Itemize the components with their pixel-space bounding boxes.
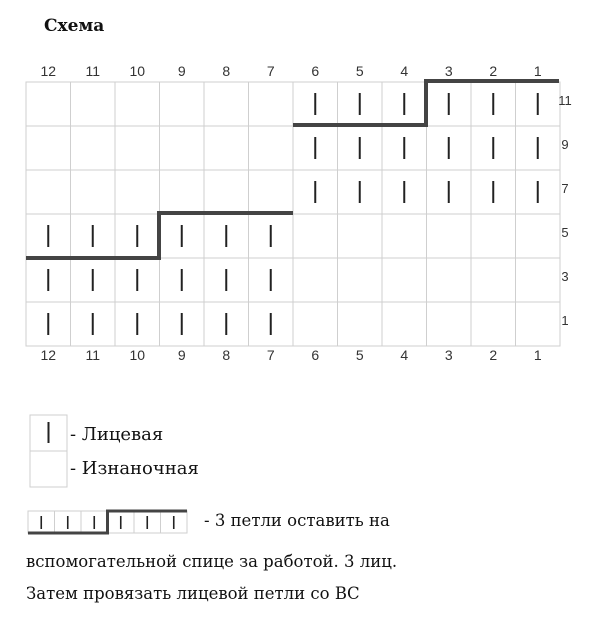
legend-cable-line2: вспомогательной спице за работой. 3 лиц. <box>26 552 398 571</box>
column-label-bottom: 4 <box>400 347 409 363</box>
grid-cell <box>382 258 427 302</box>
grid-cell <box>115 82 160 126</box>
grid-cell <box>26 126 71 170</box>
grid-cell <box>204 126 249 170</box>
row-label: 7 <box>561 181 569 196</box>
grid-cell <box>338 258 383 302</box>
grid-cell <box>382 214 427 258</box>
column-label-top: 1 <box>533 63 542 79</box>
grid-cell <box>338 302 383 346</box>
grid-cell <box>160 126 205 170</box>
grid-cell <box>115 170 160 214</box>
grid-cell <box>71 170 116 214</box>
column-label-bottom: 7 <box>266 347 275 363</box>
grid-cell <box>382 302 427 346</box>
column-label-top: 7 <box>266 63 275 79</box>
column-label-bottom: 11 <box>85 347 101 363</box>
chart-title: Схема <box>44 16 105 36</box>
grid-cell <box>516 302 561 346</box>
grid-cell <box>293 214 338 258</box>
column-label-top: 8 <box>222 63 231 79</box>
row-label: 9 <box>561 137 569 152</box>
legend-knit-label: - Лицевая <box>70 424 164 445</box>
column-label-top: 9 <box>177 63 186 79</box>
grid-cell <box>160 170 205 214</box>
column-label-bottom: 9 <box>177 347 186 363</box>
column-label-bottom: 6 <box>311 347 320 363</box>
column-label-bottom: 10 <box>129 347 146 363</box>
grid-cell <box>71 126 116 170</box>
grid-cell <box>427 302 472 346</box>
grid-cell <box>471 214 516 258</box>
legend-cable-line1: - 3 петли оставить на <box>204 511 390 530</box>
column-label-top: 11 <box>85 63 101 79</box>
grid-cell <box>516 258 561 302</box>
column-label-bottom: 8 <box>222 347 231 363</box>
row-label: 11 <box>558 93 572 108</box>
grid-cell <box>516 214 561 258</box>
legend-cable-line3: Затем провязать лицевой петли со ВС <box>26 584 360 603</box>
grid-cell <box>115 126 160 170</box>
column-label-bottom: 2 <box>489 347 498 363</box>
grid-cell <box>471 302 516 346</box>
column-label-top: 4 <box>400 63 409 79</box>
row-label: 5 <box>561 225 569 240</box>
column-label-top: 5 <box>355 63 364 79</box>
column-label-top: 2 <box>489 63 498 79</box>
column-label-bottom: 3 <box>444 347 453 363</box>
grid-cell <box>160 82 205 126</box>
legend-purl-label: - Изнаночная <box>70 458 199 479</box>
column-label-bottom: 1 <box>533 347 542 363</box>
grid-cell <box>427 214 472 258</box>
grid-cell <box>293 302 338 346</box>
column-label-top: 12 <box>40 63 57 79</box>
grid-cell <box>204 82 249 126</box>
column-label-top: 10 <box>129 63 146 79</box>
grid-cell <box>71 82 116 126</box>
grid-cell <box>427 258 472 302</box>
row-label: 3 <box>561 269 569 284</box>
grid-cell <box>26 170 71 214</box>
grid-cell <box>204 170 249 214</box>
column-label-bottom: 12 <box>40 347 57 363</box>
column-label-top: 3 <box>444 63 453 79</box>
grid-cell <box>249 126 294 170</box>
grid-cell <box>338 214 383 258</box>
column-label-bottom: 5 <box>355 347 364 363</box>
grid-cell <box>26 82 71 126</box>
column-label-top: 6 <box>311 63 320 79</box>
legend-purl-symbol <box>30 451 67 487</box>
grid-cell <box>293 258 338 302</box>
grid-cell <box>249 82 294 126</box>
row-label: 1 <box>561 313 569 328</box>
grid-cell <box>249 170 294 214</box>
grid-cell <box>471 258 516 302</box>
